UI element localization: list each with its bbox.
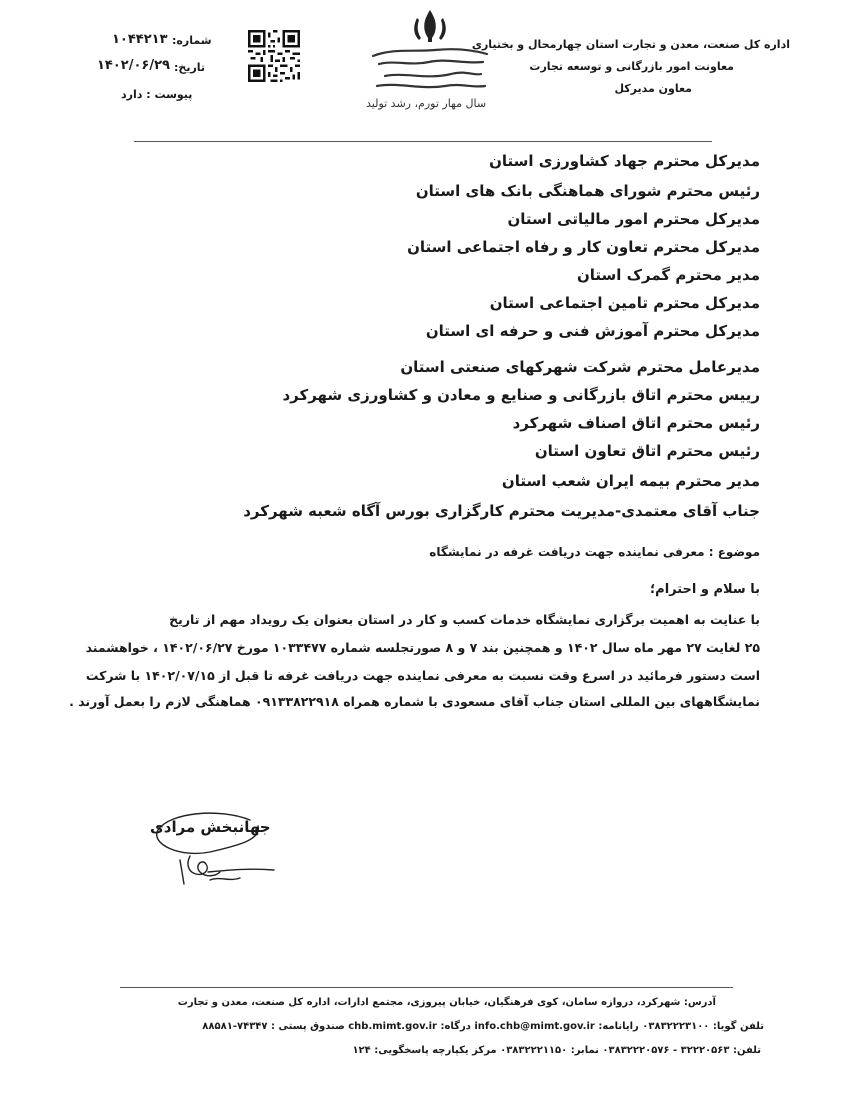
letter-subject: موضوع : معرفی نماینده جهت دریافت غرفه در نمایشگاه (429, 545, 760, 559)
footer-contact: تلفن گویا: ۰۳۸۳۲۲۲۳۱۰۰ رایانامه: info.chb@mimt.gov.ir درگاه: chb.mimt.gov.ir صندوق پستی : ۷۴۳۴۷-۸۸۵۸۱ (202, 1021, 764, 1032)
recipient-line: رئیس محترم شورای هماهنگی بانک های استان (415, 182, 760, 200)
recipient-line: رییس محترم اتاق بازرگانی و صنایع و معادن و کشاورزی شهرکرد (282, 386, 760, 404)
year-slogan: سال مهار تورم، رشد تولید (366, 97, 487, 110)
handwritten-signature (150, 800, 280, 890)
letter-date-value: ۱۴۰۲/۰۶/۲۹ (97, 58, 170, 73)
header-divider (134, 141, 712, 142)
letter-greeting: با سلام و احترام؛ (649, 582, 760, 597)
attachment-status: پیوست : دارد (121, 88, 193, 101)
org-line-3: معاون مدیرکل (614, 82, 692, 95)
recipient-line: مدیرکل محترم جهاد کشاورزی استان (489, 152, 760, 170)
footer-phones: تلفن: ۳۲۲۲۰۵۶۳ - ۰۳۸۳۲۲۲۰۵۷۶ نمابر: ۰۳۸۳۲۲۲۱۱۵۰ مرکز یکپارچه پاسخگویی: ۱۲۴ (352, 1045, 761, 1056)
recipient-line: مدیرکل محترم امور مالیاتی استان (507, 210, 760, 228)
body-line: است دستور فرمائید در اسرع وقت نسبت به معرفی نماینده جهت دریافت غرفه تا قبل از ۱۴۰۲/۰۷/۱۵ با شرکت (85, 668, 760, 683)
recipient-line: مدیر محترم گمرک استان (576, 266, 760, 284)
footer-address: آدرس: شهرکرد، دروازه سامان، کوی فرهنگیان، خیابان پیروزی، مجتمع ادارات، اداره کل صنعت، معدن و تجارت (177, 997, 716, 1008)
recipient-line: جناب آقای معتمدی-مدیریت محترم کارگزاری بورس آگاه شعبه شهرکرد (243, 502, 760, 520)
body-line: با عنایت به اهمیت برگزاری نمایشگاه خدمات کسب و کار در استان بعنوان یک رویداد مهم از تاریخ (169, 612, 760, 627)
org-line-1: اداره کل صنعت، معدن و تجارت استان چهارمحال و بختیاری (471, 38, 790, 51)
letter-date-label: تاریخ: (174, 61, 206, 74)
recipient-line: مدیرعامل محترم شرکت شهرکهای صنعتی استان (400, 358, 760, 376)
body-line: ۲۵ لغایت ۲۷ مهر ماه سال ۱۴۰۲ و همچنین بند ۷ و ۸ صورتجلسه شماره ۱۰۳۳۴۷۷ مورخ ۱۴۰۲/۰۶/۲۷ ، خواهشمند (85, 640, 760, 655)
recipient-line: مدیرکل محترم تعاون کار و رفاه اجتماعی استان (407, 238, 760, 256)
qr-code-icon (248, 30, 300, 82)
recipient-line: رئیس محترم اتاق تعاون استان (534, 442, 760, 460)
body-line: نمایشگاههای بین المللی استان جناب آقای مسعودی با شماره همراه ۰۹۱۳۳۸۲۲۹۱۸ هماهنگی لازم را بعمل آورند . (69, 694, 760, 709)
recipient-line: مدیر محترم بیمه ایران شعب استان (501, 472, 760, 490)
recipient-line: رئیس محترم اتاق اصناف شهرکرد (512, 414, 760, 432)
signatory-name: جهانبخش مرادی (150, 818, 271, 836)
footer-divider (120, 987, 733, 988)
recipient-line: مدیرکل محترم آموزش فنی و حرفه ای استان (425, 322, 760, 340)
letter-number-value: ۱۰۴۴۲۱۳ (112, 32, 168, 47)
org-line-2: معاونت امور بازرگانی و توسعه تجارت (529, 60, 734, 73)
recipient-line: مدیرکل محترم تامین اجتماعی استان (489, 294, 760, 312)
letter-number-label: شماره: (172, 34, 212, 47)
